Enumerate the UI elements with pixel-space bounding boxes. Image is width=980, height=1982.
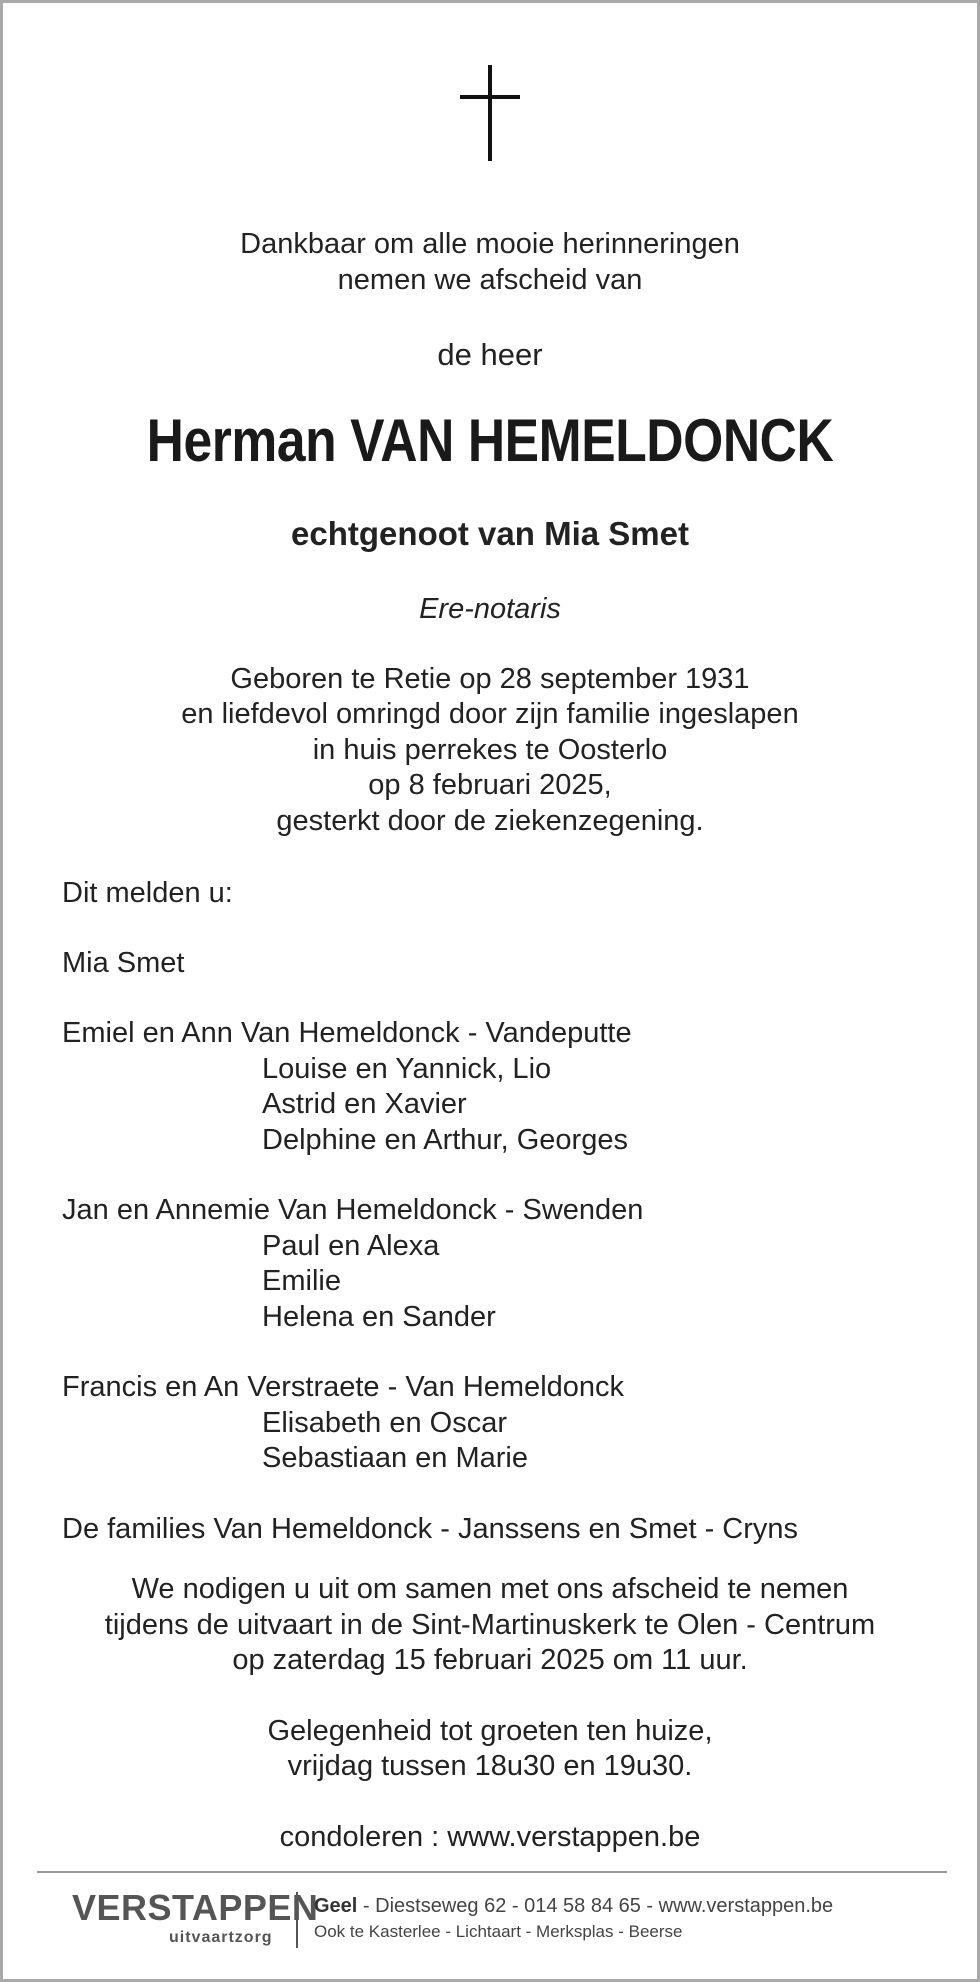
footer-separator [296, 1892, 298, 1948]
funeral-home-logo-sub: uitvaartzorg [169, 1929, 273, 1946]
footer-locations: Ook te Kasterlee - Lichtaart - Merksplas - Beerse [314, 1922, 683, 1941]
invite-line-3: op zaterdag 15 februari 2025 om 11 uur. [232, 1644, 748, 1676]
family-group2-child: Paul en Alexa [262, 1230, 440, 1262]
condolence-link[interactable]: condoleren : www.verstappen.be [279, 1821, 701, 1853]
visit-line-1: Gelegenheid tot groeten ten huize, [267, 1715, 713, 1747]
honorary-title: Ere-notaris [419, 593, 561, 625]
family-group3-child: Sebastiaan en Marie [262, 1442, 528, 1474]
visit-line-2: vrijdag tussen 18u30 en 19u30. [287, 1750, 693, 1782]
family-group3-child: Elisabeth en Oscar [262, 1407, 508, 1439]
family-group1-child: Louise en Yannick, Lio [262, 1053, 552, 1085]
family-spouse: Mia Smet [62, 947, 185, 979]
footer-city: Geel [314, 1895, 358, 1917]
bio-line-3: in huis perrekes te Oosterlo [312, 734, 668, 766]
footer-address-rest: - Diestseweg 62 - 014 58 84 65 - www.verstappen.be [357, 1895, 834, 1917]
funeral-home-logo: VERSTAPPEN [72, 1887, 319, 1928]
family-group1-child: Delphine en Arthur, Georges [262, 1124, 628, 1156]
bio-line-2: en liefdevol omringd door zijn familie ingeslapen [181, 698, 799, 730]
family-group2-child: Helena en Sander [262, 1301, 496, 1333]
footer-address [314, 1894, 833, 1918]
bio-line-4: op 8 februari 2025, [368, 769, 612, 801]
family-group2-child: Emilie [262, 1265, 341, 1297]
invite-line-1: We nodigen u uit om samen met ons afscheid te nemen [131, 1573, 849, 1605]
spouse-line: echtgenoot van Mia Smet [291, 515, 689, 552]
deceased-name: Herman VAN HEMELDONCK [146, 407, 834, 474]
intro-line-1: Dankbaar om alle mooie herinneringen [240, 228, 740, 260]
salutation: de heer [437, 337, 543, 372]
cross-icon [3, 65, 977, 161]
footer-divider [37, 1871, 947, 1873]
family-extended: De families Van Hemeldonck - Janssens en Smet - Cryns [62, 1513, 799, 1545]
family-group2-parent: Jan en Annemie Van Hemeldonck - Swenden [62, 1194, 644, 1226]
footer [3, 1888, 977, 1948]
family-group1-child: Astrid en Xavier [262, 1088, 467, 1120]
intro-line-2: nemen we afscheid van [337, 264, 643, 296]
family-group1-parent: Emiel en Ann Van Hemeldonck - Vandeputte [62, 1017, 632, 1049]
invite-line-2: tijdens de uitvaart in de Sint-Martinuskerk te Olen - Centrum [104, 1609, 876, 1641]
announce-label: Dit melden u: [62, 877, 233, 909]
bio-line-1: Geboren te Retie op 28 september 1931 [230, 663, 750, 695]
family-group3-parent: Francis en An Verstraete - Van Hemeldonck [62, 1371, 625, 1403]
bio-line-5: gesterkt door de ziekenzegening. [276, 805, 704, 837]
